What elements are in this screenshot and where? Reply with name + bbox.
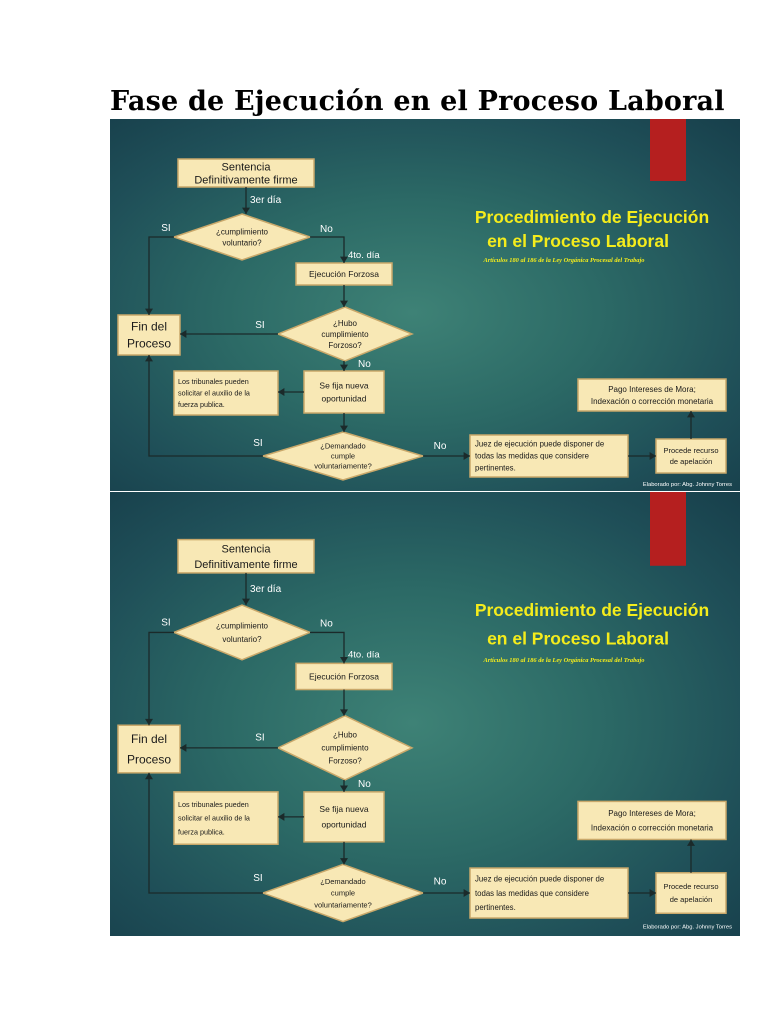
node-fin-del-proceso-line: Fin del [130, 732, 168, 747]
decision-hubo-cumplimiento-line: cumplimiento [321, 329, 369, 339]
connector-line [310, 237, 344, 263]
arrow-head [464, 452, 470, 460]
flowchart-svg-1 [110, 119, 740, 491]
arrow-head [180, 744, 186, 752]
connector-line [310, 632, 344, 663]
slide-subheading: Artículos 180 al 186 de la Ley Orgánica Procesal del Trabajo [483, 657, 645, 665]
node-sentencia-line: Sentencia [221, 543, 271, 556]
page-title: Fase de Ejecución en el Proceso Laboral [110, 86, 725, 117]
node-nueva-oportunidad [304, 792, 384, 842]
flowchart-slide-1 [110, 119, 740, 491]
node-nueva-oportunidad [304, 371, 384, 413]
label-no-3: No [433, 441, 447, 452]
slide-heading-line1: Procedimiento de Ejecución [474, 599, 710, 620]
node-tribunales-line: solicitar el auxilio de la [178, 813, 250, 823]
arrow-head [340, 365, 348, 371]
slide-heading-line2: en el Proceso Laboral [487, 231, 669, 251]
label-si-3: SI [253, 438, 263, 449]
node-ejecucion-forzosa-line: Ejecución Forzosa [309, 671, 379, 682]
label-no-2: No [358, 779, 371, 791]
arrow-head [242, 599, 250, 605]
arrow-head [650, 452, 656, 460]
slide-heading-line2: en el Proceso Laboral [487, 628, 669, 649]
node-juez-ejecucion-line: Juez de ejecución puede disponer de [475, 439, 605, 449]
decision-demandado-cumple-line: ¿Demandado [320, 876, 366, 886]
decision-cumplimiento-voluntario-line: voluntario? [222, 238, 262, 248]
node-recurso-apelacion [656, 873, 726, 913]
label-no-1: No [320, 618, 333, 630]
arrow-head [242, 208, 250, 214]
decision-hubo-cumplimiento-line: Forzoso? [328, 340, 362, 350]
node-intereses-mora-line: Indexación o corrección monetaria [590, 396, 714, 406]
connector-line [149, 632, 174, 725]
node-intereses-mora-line: Pago Intereses de Mora; [608, 809, 696, 819]
decision-hubo-cumplimiento-line: cumplimiento [321, 743, 369, 753]
red-bookmark [650, 492, 686, 566]
arrow-head [340, 257, 348, 263]
decision-hubo-cumplimiento-line: ¿Hubo [332, 730, 358, 740]
node-juez-ejecucion-line: todas las medidas que considere [475, 888, 589, 898]
arrow-head [145, 719, 153, 725]
node-juez-ejecucion-line: pertinentes. [475, 463, 516, 473]
node-nueva-oportunidad-line: oportunidad [321, 819, 367, 830]
node-sentencia-line: Definitivamente firme [194, 174, 298, 187]
node-recurso-apelacion-line: Procede recurso [663, 882, 719, 892]
label-si-3: SI [253, 873, 263, 885]
label-4to-dia: 4to. día [348, 250, 380, 261]
label-3er-dia: 3er día [250, 583, 282, 595]
label-3er-dia: 3er día [250, 195, 282, 206]
node-recurso-apelacion-line: de apelación [669, 895, 713, 905]
decision-cumplimiento-voluntario-line: ¿cumplimiento [215, 227, 269, 237]
flowchart-slide-2 [110, 492, 740, 936]
slide-credit: Elaborado por: Abg. Johnny Torres [642, 482, 732, 488]
label-no-3: No [433, 876, 447, 888]
node-tribunales-line: fuerza publica. [178, 827, 225, 837]
arrow-head [687, 839, 695, 845]
node-fin-del-proceso-line: Fin del [130, 319, 168, 334]
node-intereses-mora-line: Indexación o corrección monetaria [590, 823, 714, 833]
decision-cumplimiento-voluntario [174, 605, 310, 660]
decision-demandado-cumple-line: cumple [330, 888, 356, 898]
arrow-head [340, 709, 348, 715]
node-recurso-apelacion [656, 439, 726, 473]
arrow-head [145, 773, 153, 779]
node-juez-ejecucion-line: pertinentes. [475, 903, 516, 913]
node-nueva-oportunidad-line: oportunidad [321, 393, 367, 404]
decision-cumplimiento-voluntario-line: voluntario? [222, 634, 262, 644]
arrow-head [278, 388, 284, 396]
node-intereses-mora-line: Pago Intereses de Mora; [608, 384, 696, 394]
arrow-head [180, 330, 186, 338]
label-si-1: SI [161, 223, 171, 234]
node-nueva-oportunidad-line: Se fija nueva [319, 380, 369, 391]
label-si-2: SI [255, 320, 265, 331]
node-fin-del-proceso-line: Proceso [126, 336, 172, 351]
decision-demandado-cumple-line: voluntariamente? [314, 461, 372, 471]
label-4to-dia: 4to. día [348, 649, 380, 661]
flowchart-svg-2 [110, 492, 740, 936]
connector-line [149, 237, 174, 315]
arrow-head [340, 657, 348, 663]
arrow-head [278, 813, 284, 821]
decision-hubo-cumplimiento-line: ¿Hubo [332, 318, 358, 328]
arrow-head [650, 889, 656, 897]
slide-heading-line1: Procedimiento de Ejecución [474, 207, 710, 227]
decision-demandado-cumple-line: voluntariamente? [314, 900, 372, 910]
decision-demandado-cumple-line: ¿Demandado [320, 441, 366, 451]
arrow-head [145, 309, 153, 315]
arrow-head [145, 355, 153, 361]
node-nueva-oportunidad-line: Se fija nueva [319, 804, 369, 815]
arrow-head [464, 889, 470, 897]
label-no-1: No [320, 224, 333, 235]
decision-demandado-cumple-line: cumple [330, 451, 356, 461]
label-no-2: No [358, 359, 371, 370]
decision-cumplimiento-voluntario [174, 214, 310, 260]
arrow-head [340, 301, 348, 307]
node-sentencia-line: Sentencia [221, 161, 271, 174]
node-tribunales-line: solicitar el auxilio de la [178, 388, 250, 398]
node-recurso-apelacion-line: de apelación [669, 457, 713, 467]
arrow-head [340, 426, 348, 432]
arrow-head [340, 858, 348, 864]
decision-hubo-cumplimiento-line: Forzoso? [328, 756, 362, 766]
label-si-2: SI [255, 732, 265, 744]
node-ejecucion-forzosa-line: Ejecución Forzosa [309, 268, 379, 279]
decision-cumplimiento-voluntario-line: ¿cumplimiento [215, 621, 269, 631]
node-tribunales-line: Los tribunales pueden [178, 377, 249, 387]
node-intereses-mora [578, 379, 726, 411]
node-tribunales-line: fuerza publica. [178, 400, 225, 410]
arrow-head [687, 411, 695, 417]
node-intereses-mora [578, 801, 726, 839]
red-bookmark [650, 119, 686, 181]
arrow-head [340, 785, 348, 791]
label-si-1: SI [161, 617, 171, 629]
node-juez-ejecucion-line: Juez de ejecución puede disponer de [475, 874, 605, 884]
node-sentencia-line: Definitivamente firme [194, 558, 298, 571]
node-recurso-apelacion-line: Procede recurso [663, 446, 719, 456]
node-tribunales-line: Los tribunales pueden [178, 799, 249, 809]
node-juez-ejecucion-line: todas las medidas que considere [475, 451, 589, 461]
node-fin-del-proceso-line: Proceso [126, 752, 172, 767]
slide-subheading: Artículos 180 al 186 de la Ley Orgánica Procesal del Trabajo [483, 257, 645, 264]
slide-credit: Elaborado por: Abg. Johnny Torres [642, 924, 732, 931]
